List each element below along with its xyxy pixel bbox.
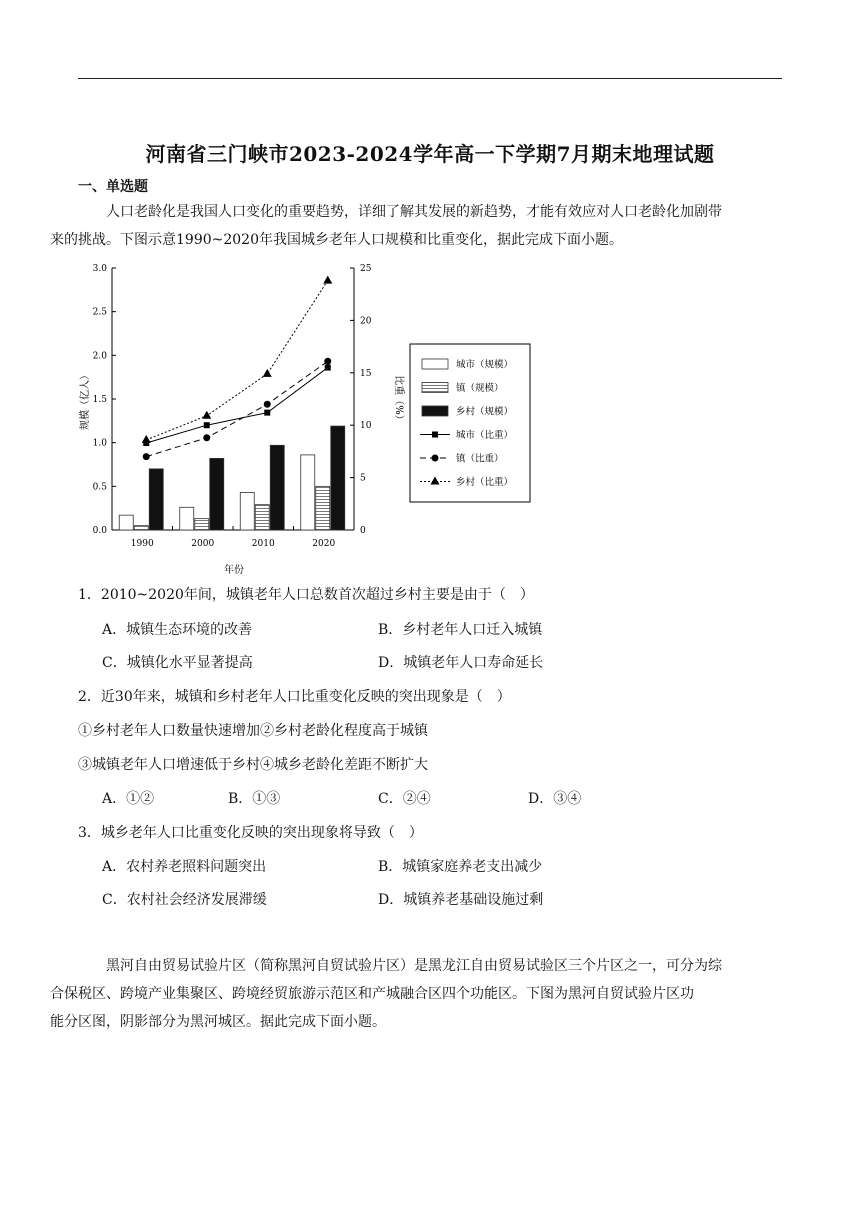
point-town (264, 401, 271, 408)
bar-town (316, 486, 330, 530)
y-left-tick-label: 2.5 (92, 307, 107, 318)
legend-marker (432, 432, 438, 438)
bar-town (195, 519, 209, 530)
x-tick-label: 2010 (251, 539, 275, 549)
q2-option-d[interactable]: D．③④ (528, 791, 582, 807)
line-city (146, 368, 328, 443)
bar-town (255, 505, 269, 530)
q1-option-c[interactable]: C．城镇化水平显著提高 (102, 655, 253, 671)
x-tick-label: 2000 (191, 539, 215, 549)
q2-statements-2: ③城镇老年人口增速低于乡村④城乡老龄化差距不断扩大 (78, 757, 428, 773)
chart-legend (410, 344, 530, 502)
y-left-tick-label: 0.0 (92, 526, 107, 536)
y-right-tick-label: 15 (360, 368, 372, 379)
q3-option-d[interactable]: D．城镇养老基础设施过剩 (378, 892, 544, 908)
legend-marker (432, 455, 439, 462)
bar-city (240, 492, 254, 530)
bar-town (134, 526, 148, 530)
point-rural (323, 276, 332, 284)
y-axis-left-label: 规模（亿人） (80, 370, 91, 430)
q3-option-a[interactable]: A．农村养老照料问题突出 (102, 859, 267, 875)
q3-option-b[interactable]: B．城镇家庭养老支出减少 (378, 859, 543, 875)
point-city (204, 422, 210, 428)
legend-swatch (422, 383, 448, 393)
intro-line: 合保税区、跨境产业集聚区、跨境经贸旅游示范区和产城融合区四个功能区。下图为黑河自贸试验片区功 (50, 986, 694, 1002)
y-right-tick-label: 0 (360, 526, 366, 536)
q1-option-d[interactable]: D．城镇老年人口寿命延长 (378, 655, 544, 671)
intro-line: 能分区图，阴影部分为黑河城区。据此完成下面小题。 (50, 1014, 386, 1030)
point-town (143, 453, 150, 460)
q3-option-c[interactable]: C．农村社会经济发展滞缓 (102, 892, 267, 908)
line-town (146, 361, 328, 456)
population-chart (78, 258, 538, 578)
legend-label: 镇（规模） (456, 383, 504, 394)
y-right-tick-label: 25 (360, 264, 372, 274)
y-left-tick-label: 0.5 (92, 482, 107, 493)
y-left-tick-label: 2.0 (92, 351, 107, 362)
intro-line: 人口老龄化是我国人口变化的重要趋势，详细了解其发展的新趋势，才能有效应对人口老龄化加剧带 (106, 204, 722, 220)
point-rural (263, 369, 272, 377)
bar-city (301, 455, 315, 530)
legend-label: 城市（规模） (456, 359, 514, 371)
y-left-tick-label: 1.5 (92, 395, 107, 405)
point-city (264, 410, 270, 416)
point-town (324, 358, 331, 365)
bar-rural (331, 426, 345, 530)
y-right-tick-label: 10 (360, 421, 372, 432)
bar-rural (270, 445, 284, 530)
chart-bars (119, 426, 345, 530)
q2-option-c[interactable]: C．②④ (378, 791, 431, 807)
q2-option-b[interactable]: B．①③ (228, 791, 281, 807)
q1-option-b[interactable]: B．乡村老年人口迁入城镇 (378, 622, 543, 638)
page-title: 河南省三门峡市2023-2024学年高一下学期7月期末地理试题 (145, 142, 715, 166)
intro-line: 来的挑战。下图示意1990~2020年我国城乡老年人口规模和比重变化，据此完成下面小题。 (50, 232, 623, 248)
y-left-tick-label: 3.0 (92, 264, 107, 274)
point-rural (202, 411, 211, 419)
legend-label: 镇（比重） (456, 453, 504, 465)
question-3-stem: 3．城乡老年人口比重变化反映的突出现象将导致（ ） (78, 825, 423, 841)
y-right-tick-label: 20 (360, 316, 372, 327)
bar-rural (210, 458, 224, 530)
line-rural (146, 281, 328, 440)
x-tick-label: 1990 (130, 539, 154, 549)
point-city (325, 365, 331, 371)
intro-paragraph-1 (50, 198, 782, 254)
bar-city (180, 507, 194, 530)
x-tick-label: 2020 (312, 539, 336, 549)
point-town (203, 434, 210, 441)
bar-rural (149, 469, 163, 530)
question-1-stem: 1．2010~2020年间，城镇老年人口总数首次超过乡村主要是由于（ ） (78, 587, 534, 603)
legend-label: 城市（比重） (456, 430, 514, 441)
legend-label: 乡村（比重） (456, 477, 514, 488)
q2-statements-1: ①乡村老年人口数量快速增加②乡村老龄化程度高于城镇 (78, 723, 428, 739)
legend-label: 乡村（规模） (456, 406, 514, 418)
legend-swatch (422, 406, 448, 416)
intro-paragraph-2 (50, 952, 782, 1036)
y-left-tick-label: 1.0 (92, 438, 107, 449)
q2-option-a[interactable]: A．①② (102, 791, 155, 807)
y-axis-right-label: 比重（%） (393, 375, 404, 425)
q1-option-a[interactable]: A．城镇生态环境的改善 (102, 622, 253, 638)
point-rural (142, 435, 151, 443)
legend-swatch (422, 359, 448, 369)
question-2-stem: 2．近30年来，城镇和乡村老年人口比重变化反映的突出现象是（ ） (78, 689, 511, 705)
chart-lines (142, 276, 333, 461)
y-right-tick-label: 5 (360, 473, 366, 484)
intro-line: 黑河自由贸易试验片区（简称黑河自贸试验片区）是黑龙江自由贸易试验区三个片区之一，可分为综 (106, 958, 722, 974)
bar-city (119, 515, 133, 530)
x-axis-label: 年份 (224, 565, 244, 576)
section-heading: 一、单选题 (78, 179, 148, 195)
header-rule (78, 78, 782, 79)
